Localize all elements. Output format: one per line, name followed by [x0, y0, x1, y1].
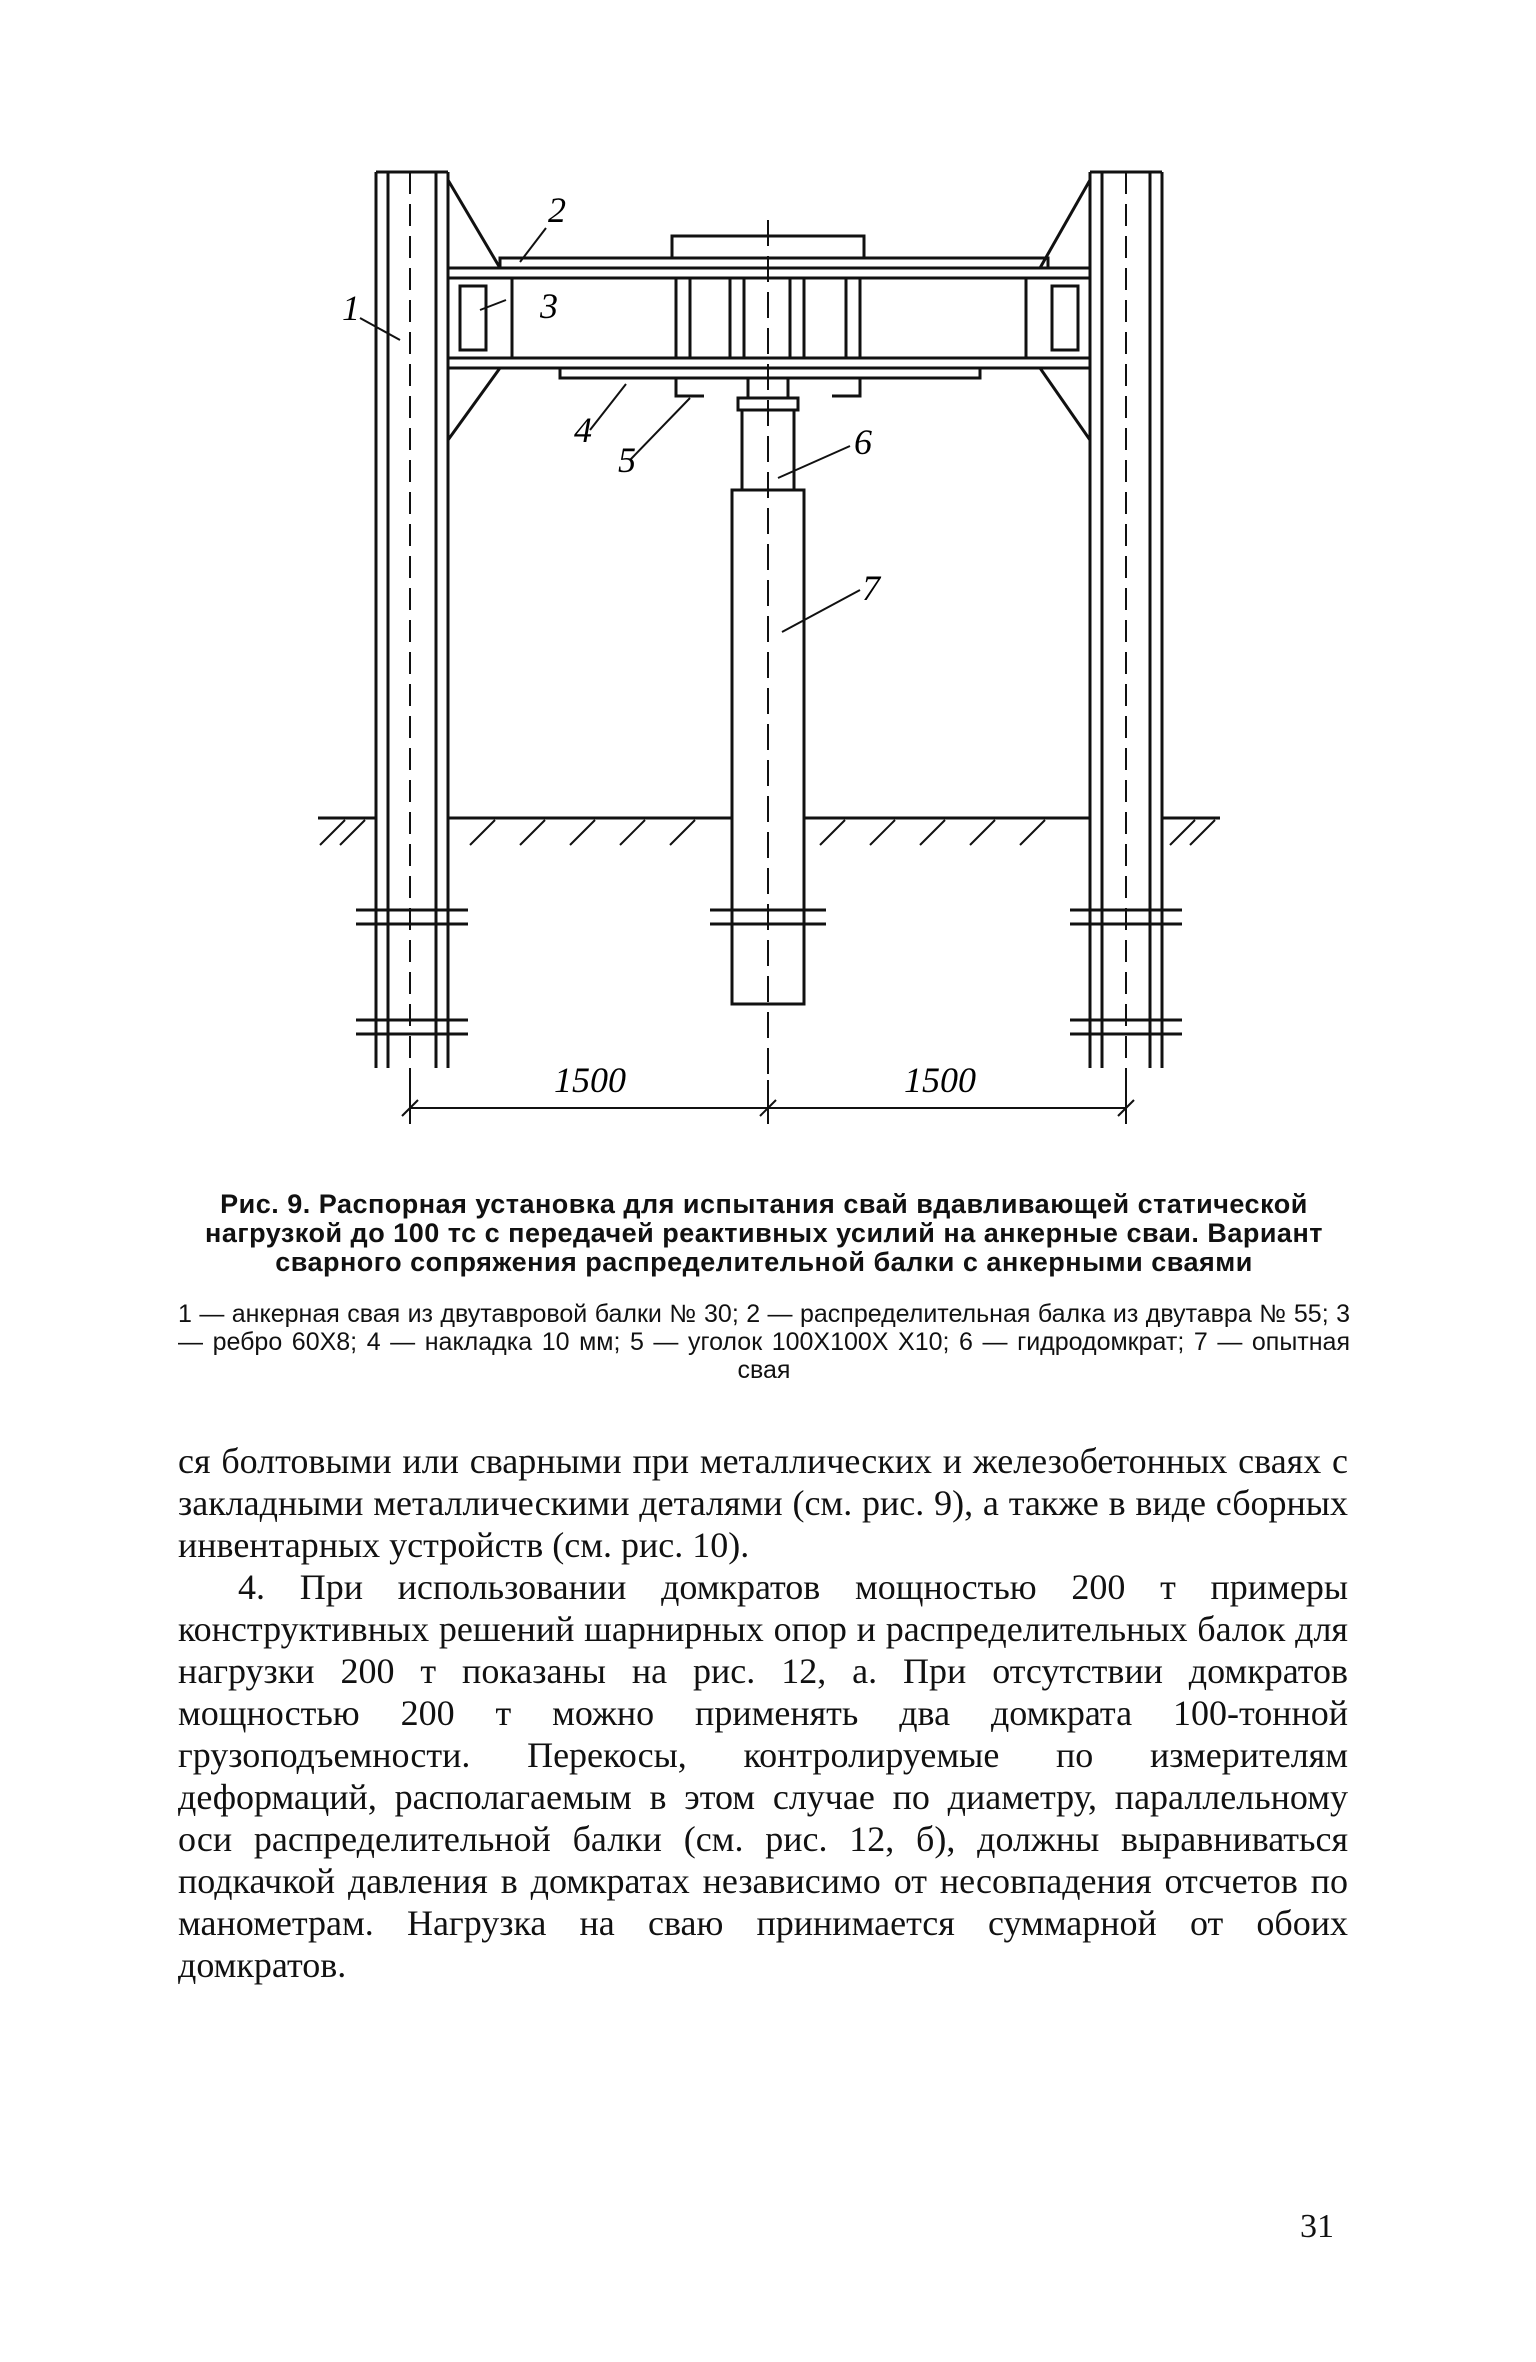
figure-caption: Рис. 9. Распорная установка для испытания свай вдавливающей статической нагрузкой до 100 тс с передачей реактивных усилий на анкерные сваи. Вариант сварного сопряжения распределительной балки с анкерными сваями — [205, 1189, 1323, 1277]
label-4: 4 — [574, 410, 592, 450]
dimension-right: 1500 — [904, 1060, 976, 1100]
paragraph: ся болтовыми или сварными при металлических и железобетонных сваях с закладными металлическими деталями (см. рис. 9), а также в виде сборных инвентарных устройств (см. рис. 10). — [178, 1441, 1348, 1565]
paragraph: 4. При использовании домкратов мощностью 200 т примеры конструктивных решений шарнирных опор и распределительных балок для нагрузки 200 т показаны на рис. 12, а. При отсутствии домкратов мощностью 200 т можно применять два домкрата 100-тонной грузоподъемности. Перекосы, контролируемые по измерителям деформаций, располагаемым в этом случае по диаметру, параллельному оси распределительной балки (см. рис. 12, б), должны выравниваться подкачкой давления в домкратах независимо от несовпадения отсчетов по манометрам. Нагрузка на сваю принимается суммарной от обоих домкратов. — [178, 1567, 1348, 1985]
label-3: 3 — [540, 286, 558, 326]
dimension-left: 1500 — [554, 1060, 626, 1100]
label-1: 1 — [342, 288, 360, 328]
pile-test-rig-figure — [0, 0, 1536, 1160]
label-7: 7 — [862, 568, 880, 608]
label-6: 6 — [854, 422, 872, 462]
figure-legend: 1 — анкерная свая из двутавровой балки № 30; 2 — распределительная балка из двутавра № 55; 3 — ребро 60Х8; 4 — накладка 10 мм; 5 — уголок 100Х100Х Х10; 6 — гидродомкрат; 7 — опытная свая — [178, 1300, 1350, 1384]
body-text — [178, 1440, 1348, 1986]
label-5: 5 — [618, 440, 636, 480]
page-number: 31 — [1300, 2208, 1334, 2245]
label-2: 2 — [548, 190, 566, 230]
